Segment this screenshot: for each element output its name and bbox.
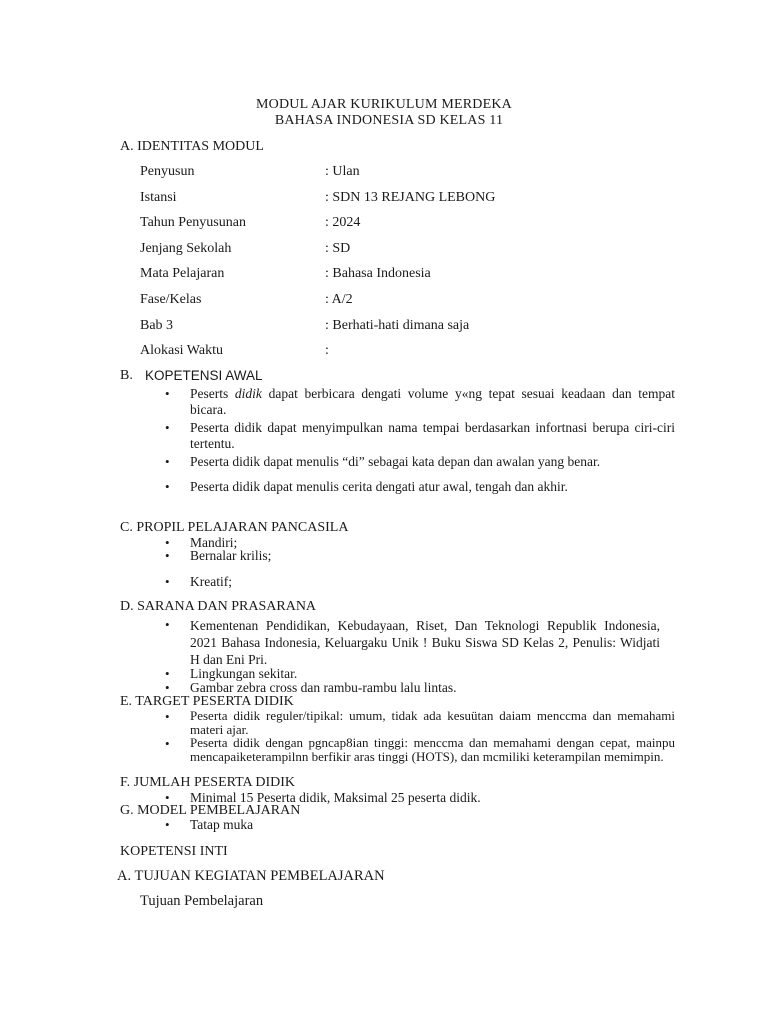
bullet-icon: • [165,535,170,550]
model-item: Tatap muka [190,817,254,832]
identity-value: : Berhati-hati dimana saja [325,318,470,333]
identity-label: Jenjang Sekolah [140,241,232,256]
identity-label: Tahun Penyusunan [140,215,246,230]
bullet-icon: • [165,420,170,435]
identity-value: : [325,343,329,358]
bullet-icon: • [165,386,170,401]
bullet-icon: • [165,574,170,589]
section-model-heading: G. MODEL PEMBELAJARAN [120,803,301,818]
identity-value: : 2024 [325,215,361,230]
sarana-item: Kementenan Pendidikan, Kebudayaan, Riset, Dan Teknologi Republik Indonesia, 2021 Bahasa Indonesia, Keluargaku Unik ! Buku Siswa SD Kelas 2, Penulis: Widjati H dan Eni Pri. [190,618,660,667]
bullet-icon: • [165,680,170,695]
section-jumlah-heading: F. JUMLAH PESERTA DIDIK [120,775,296,790]
tujuan-pembelajaran-heading: Tujuan Pembelajaran [140,893,264,909]
document-title-line1: MODUL AJAR KURIKULUM MERDEKA [256,97,512,112]
identity-label: Alokasi Waktu [140,343,223,358]
bullet-icon: • [165,790,170,805]
bullet-icon: • [165,709,170,724]
sarana-item: Gambar zebra cross dan rambu-rambu lalu lintas. [190,680,457,695]
identity-label: Mata Pelajaran [140,266,225,281]
bullet-icon: • [165,617,170,632]
bullet-icon: • [165,736,170,751]
tujuan-kegiatan-heading: A. TUJUAN KEGIATAN PEMBELAJARAN [117,868,385,884]
identity-value: : Ulan [325,164,360,179]
profil-item: Bernalar krilis; [190,548,272,563]
identity-value: : A/2 [325,292,353,307]
kompetensi-awal-item: Peserta didik dapat menulis “di” sebagai kata depan dan awalan yang benar. [190,454,601,469]
identity-label: Penyusun [140,164,195,179]
bullet-icon: • [165,454,170,469]
profil-item: Kreatif; [190,574,232,589]
section-sarana-heading: D. SARANA DAN PRASARANA [120,599,317,614]
section-target-heading: E. TARGET PESERTA DIDIK [120,694,294,709]
section-kompetensi-awal-letter: B. [120,368,133,383]
profil-item: Mandiri; [190,535,238,550]
document-title-line2: BAHASA INDONESIA SD KELAS 11 [274,113,504,128]
target-item: Peserta didik reguler/tipikal: umum, tidak ada kesuütan daiam menccma dan memahami materi ajar. [190,708,675,737]
bullet-icon: • [165,817,170,832]
kompetensi-awal-item: Peserta didik dapat menulis cerita dengati atur awal, tengah dan akhir. [190,479,568,494]
identity-value: : Bahasa Indonesia [325,266,431,281]
identity-value: : SDN 13 REJANG LEBONG [325,190,496,205]
kompetensi-awal-item: Peserta didik dapat menyimpulkan nama tempai berdasarkan infortnasi berupa ciri-ciri tertentu. [190,420,675,451]
bullet-icon: • [165,666,170,681]
section-identitas-heading: A. IDENTITAS MODUL [120,139,264,154]
identity-label: Fase/Kelas [140,292,202,307]
jumlah-item: Minimal 15 Peserta didik, Maksimal 25 peserta didik. [190,790,481,805]
kompetensi-awal-item: Peserts didik dapat berbicara dengati volume y«ng tepat sesuai keadaan dan tempat bicara. [190,386,675,417]
identity-label: Istansi [140,190,177,205]
target-item: Peserta didik dengan pgncap8ian tinggi: menccma dan memahami dengan cepat, mainpu mencapaiketerampilnn berfikir aras tinggi (HOTS), dan mcmiliki keterampilan memimpin. [190,735,675,764]
bullet-icon: • [165,548,170,563]
sarana-item: Lingkungan sekitar. [190,666,298,681]
kompetensi-inti-heading: KOPETENSI INTI [120,844,228,859]
section-profil-heading: C. PROPIL PELAJARAN PANCASILA [120,520,349,535]
bullet-icon: • [165,479,170,494]
identity-value: : SD [325,241,351,256]
identity-label: Bab 3 [140,318,174,333]
section-kompetensi-awal-heading: KOPETENSI AWAL [145,368,263,383]
